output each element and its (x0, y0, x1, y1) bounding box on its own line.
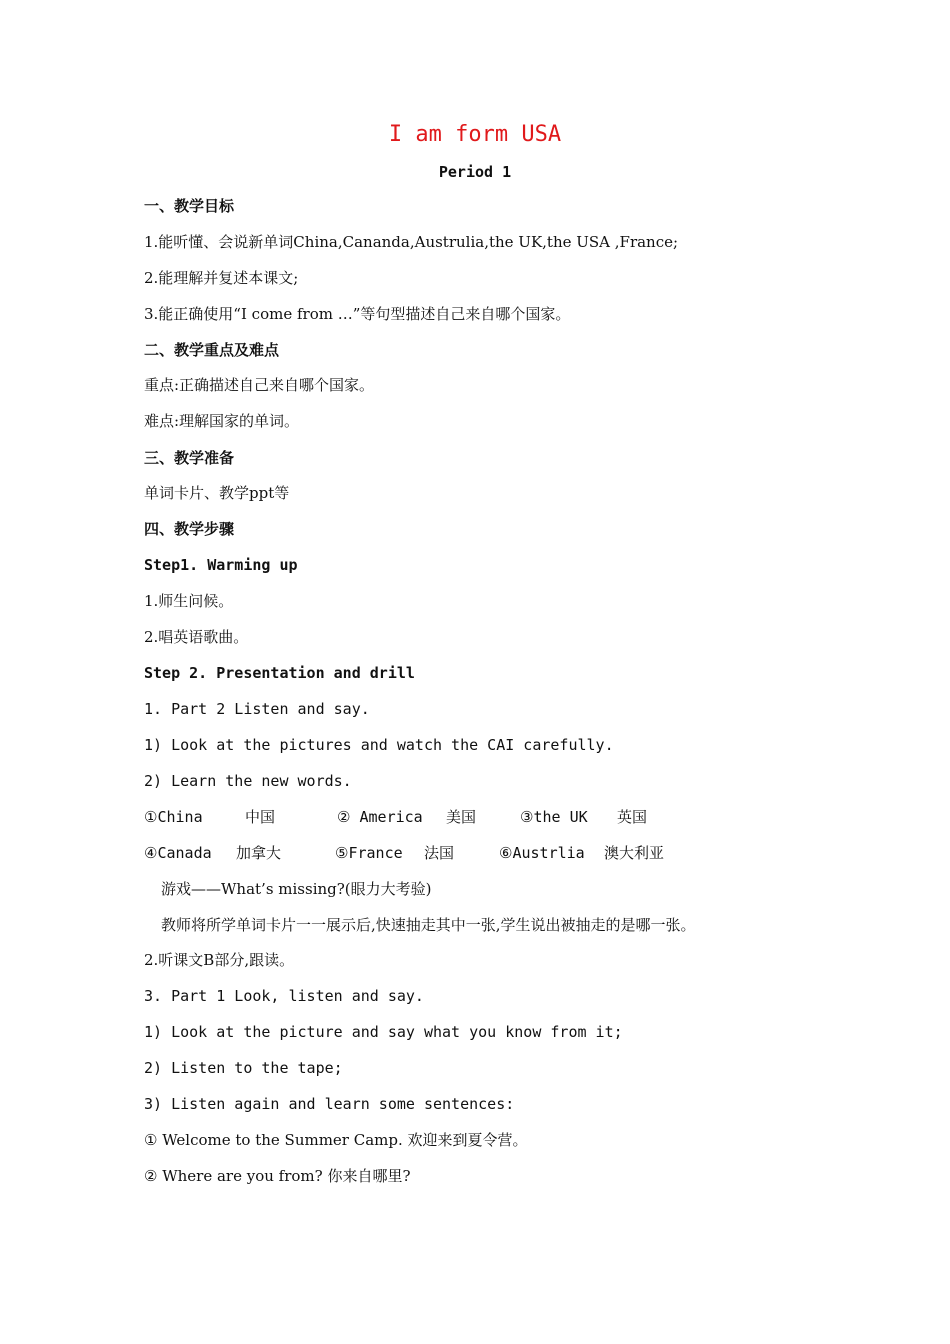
step2-heading: Step 2. Presentation and drill (144, 664, 415, 682)
objective-item: 1.能听懂、会说新单词China,Cananda,Austrulia,the UK,the USA ,France; (144, 233, 679, 251)
focus-heading: 二、教学重点及难点 (144, 341, 280, 359)
step2-item: 2) Listen to the tape; (144, 1059, 343, 1077)
document-subtitle: Period 1 (438, 163, 512, 181)
game-title: 游戏——What’s missing?(眼力大考验) (161, 880, 432, 898)
focus-item: 重点:正确描述自己来自哪个国家。 (144, 376, 375, 394)
step2-item: 1) Look at the picture and say what you know from it; (144, 1023, 623, 1041)
sentence-item: ② Where are you from? 你来自哪里? (144, 1167, 411, 1185)
vocab-translation: 澳大利亚 (604, 844, 665, 862)
step1-item: 2.唱英语歌曲。 (144, 628, 249, 646)
document-title: I am form USA (388, 122, 562, 147)
focus-item: 难点:理解国家的单词。 (144, 412, 300, 430)
step2-item: 3. Part 1 Look, listen and say. (144, 987, 424, 1005)
vocab-word: ①China (144, 808, 203, 826)
steps-heading: 四、教学步骤 (144, 520, 235, 538)
vocab-translation: 加拿大 (236, 844, 282, 862)
vocab-word: ⑤France (335, 844, 403, 862)
objectives-heading: 一、教学目标 (144, 197, 235, 215)
step2-item: 1) Look at the pictures and watch the CAI carefully. (144, 736, 614, 754)
step1-heading: Step1. Warming up (144, 556, 298, 574)
step2-item: 3) Listen again and learn some sentences: (144, 1095, 515, 1113)
prep-heading: 三、教学准备 (144, 449, 235, 467)
step2-item: 2.听课文B部分,跟读。 (144, 951, 295, 969)
step1-item: 1.师生问候。 (144, 592, 234, 610)
vocab-translation: 中国 (245, 808, 276, 826)
vocab-translation: 美国 (446, 808, 477, 826)
objective-item: 3.能正确使用“I come from …”等句型描述自己来自哪个国家。 (144, 305, 571, 323)
sentence-item: ① Welcome to the Summer Camp. 欢迎来到夏令营。 (144, 1131, 528, 1149)
vocab-word: ② America (337, 808, 423, 826)
step2-item: 1. Part 2 Listen and say. (144, 700, 370, 718)
objective-item: 2.能理解并复述本课文; (144, 269, 299, 287)
step2-item: 2) Learn the new words. (144, 772, 352, 790)
vocab-word: ④Canada (144, 844, 212, 862)
game-description: 教师将所学单词卡片一一展示后,快速抽走其中一张,学生说出被抽走的是哪一张。 (161, 916, 696, 934)
vocab-translation: 法国 (424, 844, 455, 862)
prep-text: 单词卡片、教学ppt等 (144, 484, 290, 502)
vocab-translation: 英国 (617, 808, 648, 826)
vocab-word: ⑥Austrlia (499, 844, 585, 862)
vocab-word: ③the UK (520, 808, 588, 826)
